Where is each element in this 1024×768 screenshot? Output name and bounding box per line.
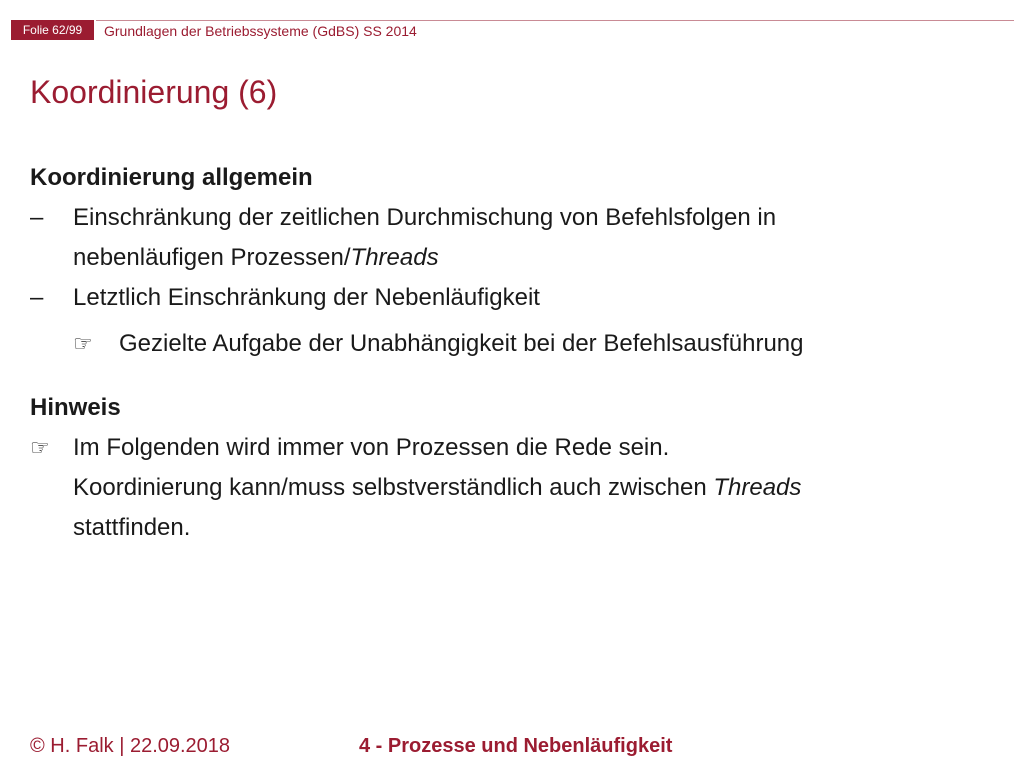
list-item-line [73,238,776,278]
slide-number-badge: Folie 62/99 [11,20,94,40]
list-item-text-part: nebenläufigen Prozessen/ [73,244,351,271]
dash-bullet: – [30,284,44,311]
hint-text-part: Koordinierung kann/muss selbstverständlich auch zwischen [73,474,714,501]
footer-chapter: 4 - Prozesse und Nebenläufigkeit [359,735,673,757]
sub-list-item [30,324,990,364]
italic-term: Threads [350,244,439,271]
list-item-line: Letztlich Einschränkung der Nebenläufigkeit [73,284,540,311]
hint-line: Im Folgenden wird immer von Prozessen die Rede sein. [73,434,670,461]
slide-content [30,158,990,548]
italic-term: Threads [713,474,802,501]
hint-line [73,468,990,508]
course-title: Grundlagen der Betriebssysteme (GdBS) SS 2014 [104,23,417,39]
list-item [30,278,990,318]
section-heading-koordinierung: Koordinierung allgemein [30,164,313,191]
footer-author-date: © H. Falk | 22.09.2018 [30,735,231,757]
sub-list-item-text: Gezielte Aufgabe der Unabhängigkeit bei der Befehlsausführung [119,330,804,357]
list-item-text [73,198,776,278]
list-item-line: Einschränkung der zeitlichen Durchmischung von Befehlsfolgen in [73,204,777,231]
slide-title: Koordinierung (6) [30,74,278,110]
pointing-hand-icon: ☞ [73,331,93,356]
list-item [30,198,990,278]
hint-body [30,428,990,548]
pointing-hand-icon: ☞ [30,435,50,460]
header-rule [96,20,1014,21]
section-heading-hinweis: Hinweis [30,394,121,421]
hint-line: stattfinden. [73,514,191,541]
dash-bullet: – [30,204,44,231]
hint-first-line [30,428,990,468]
